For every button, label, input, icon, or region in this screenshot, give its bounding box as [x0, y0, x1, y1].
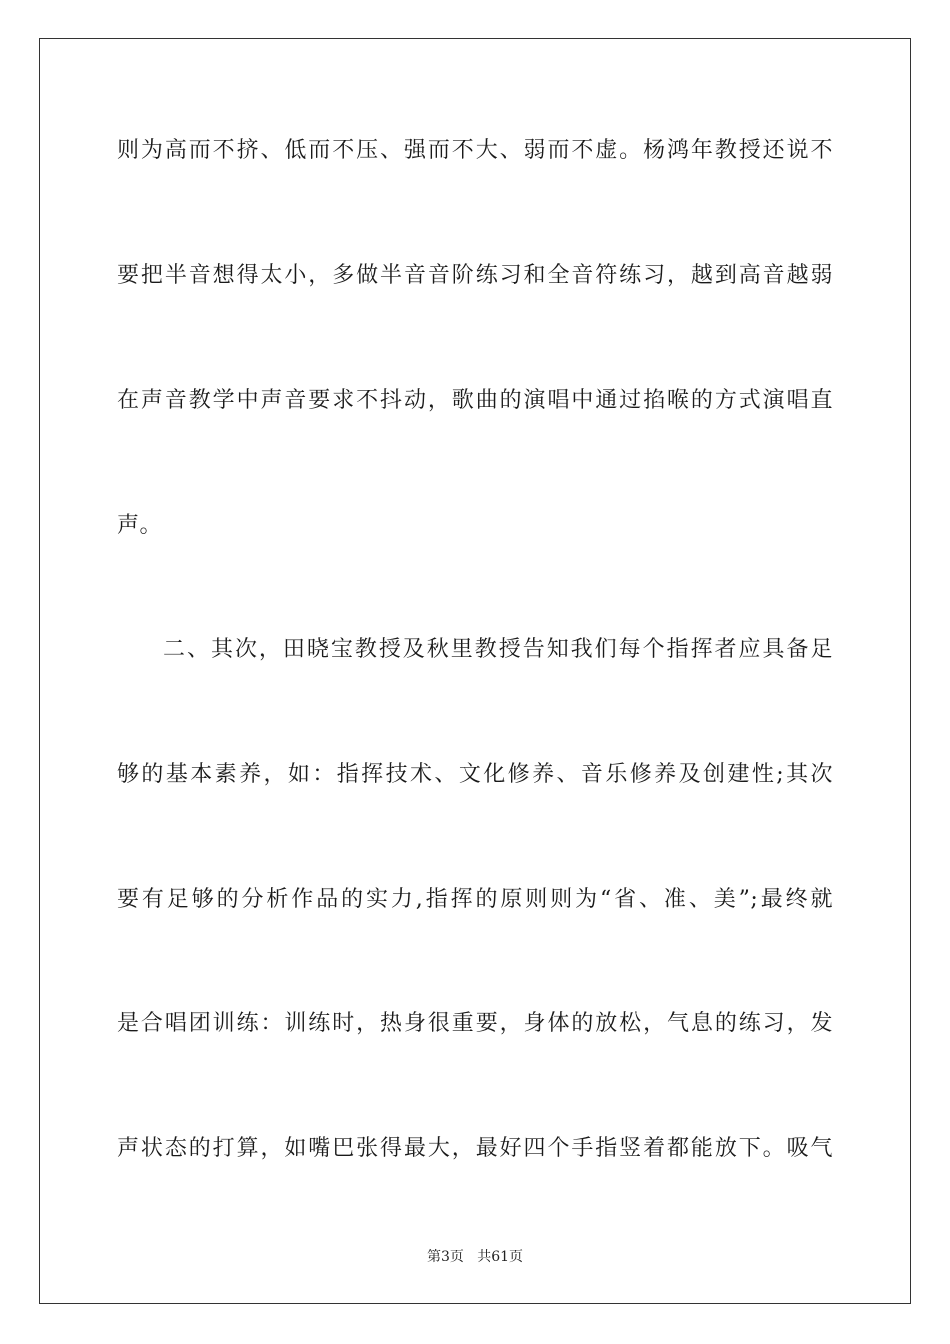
- body-text-line-7: 要有足够的分析作品的实力,指挥的原则则为“省、准、美”;最终就: [117, 887, 833, 912]
- page-number-footer: 第3页 共61页: [426, 1249, 524, 1265]
- body-text-line-1: 则为高而不挤、低而不压、强而不大、弱而不虚。杨鸿年教授还说不: [117, 138, 833, 163]
- body-text-line-4: 声。: [117, 513, 163, 538]
- body-text-line-6: 够的基本素养，如：指挥技术、文化修养、音乐修养及创建性;其次: [117, 762, 833, 787]
- body-text-line-3: 在声音教学中声音要求不抖动，歌曲的演唱中通过掐喉的方式演唱直: [117, 388, 833, 413]
- page-border: [39, 38, 911, 1304]
- body-text-line-8: 是合唱团训练：训练时，热身很重要，身体的放松，气息的练习，发: [117, 1011, 833, 1036]
- body-text-line-9: 声状态的打算，如嘴巴张得最大，最好四个手指竖着都能放下。吸气: [117, 1136, 833, 1161]
- body-text-line-5: 二、其次，田晓宝教授及秋里教授告知我们每个指挥者应具备足: [163, 637, 833, 662]
- body-text-line-2: 要把半音想得太小，多做半音音阶练习和全音符练习，越到高音越弱: [117, 263, 833, 288]
